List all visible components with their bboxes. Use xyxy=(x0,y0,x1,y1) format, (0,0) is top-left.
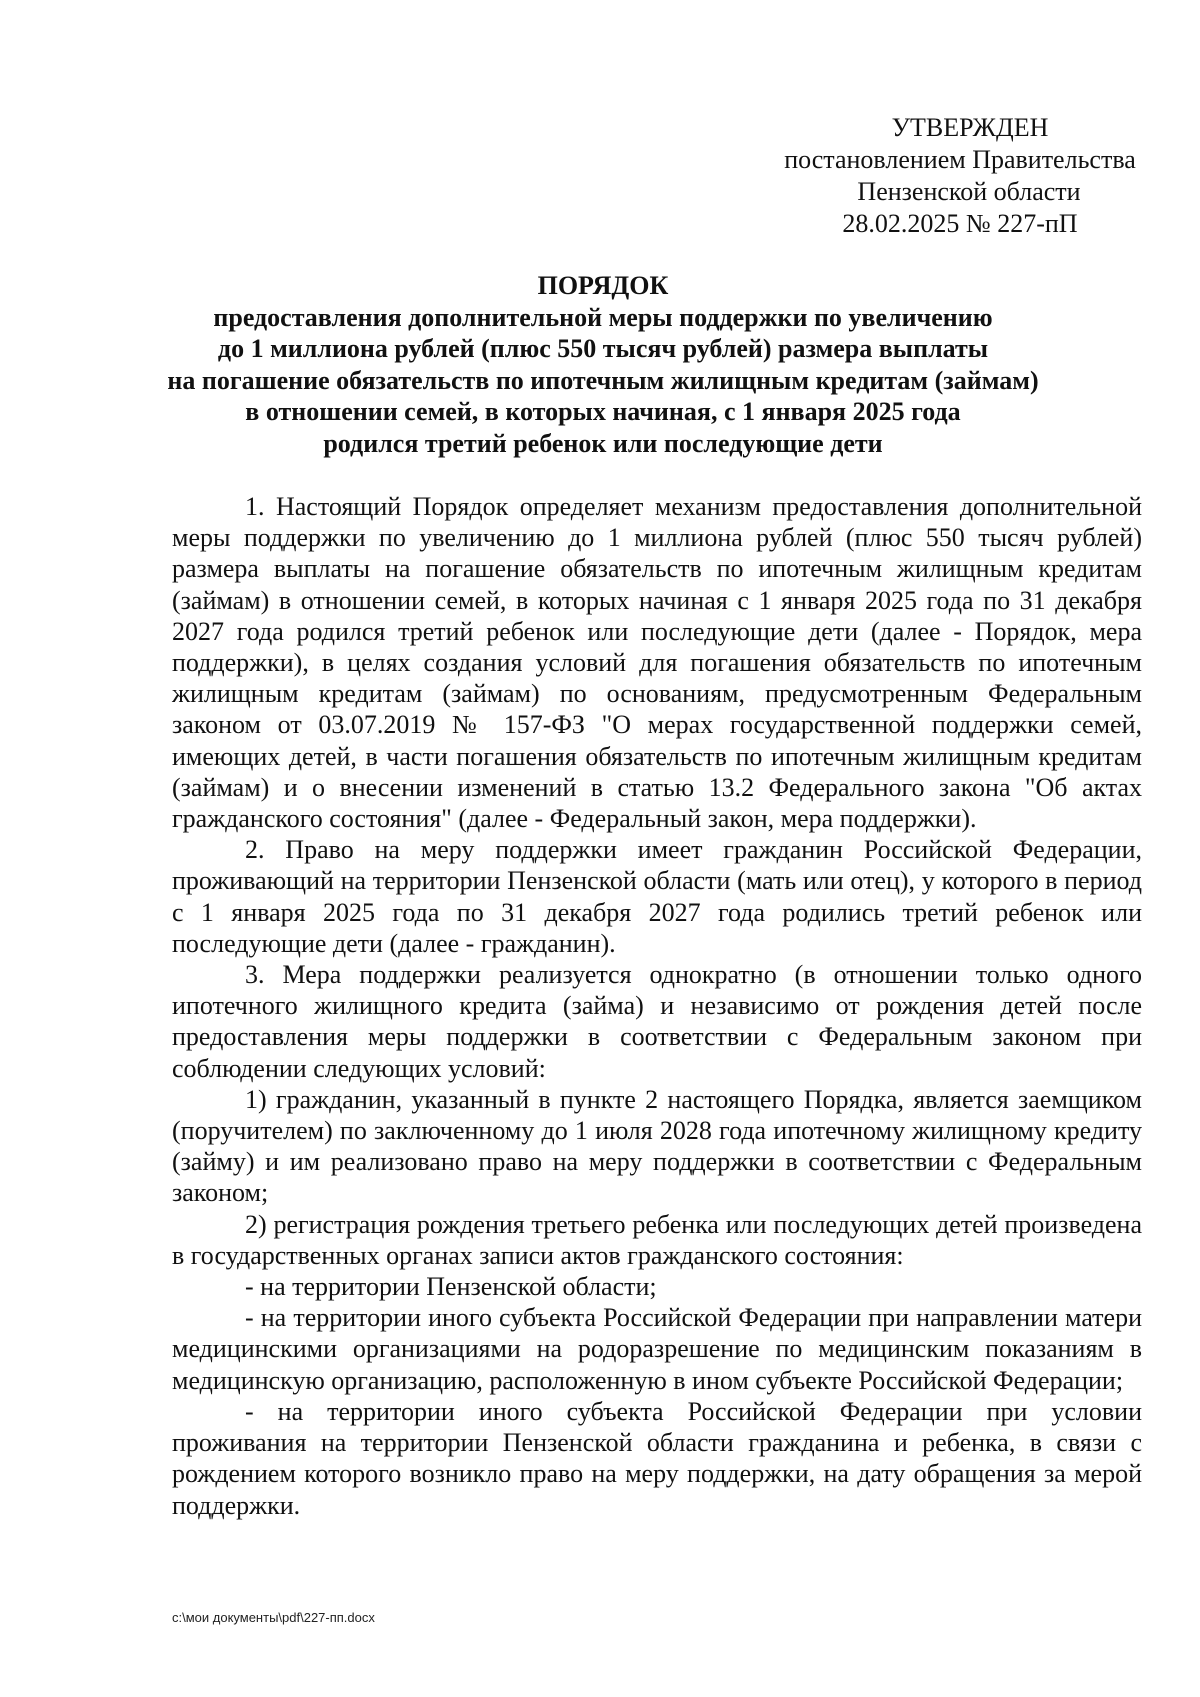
document-body xyxy=(172,491,1142,1521)
paragraph-3: 3. Мера поддержки реализуется однократно (в отношении только одного ипотечного жилищного кредита (займа) и независимо от рождения детей после предоставления меры поддержки в соответствии с Федеральным законом при соблюдении следующих условий: xyxy=(172,960,1142,1083)
heading-title: ПОРЯДОК xyxy=(537,271,669,300)
paragraph-3-item-2: 2) регистрация рождения третьего ребенка или последующих детей произведена в государственных органах записи актов гражданского состояния: xyxy=(172,1209,1142,1270)
paragraph-3-item-2-dash-3: - на территории иного субъекта Российской Федерации при условии проживания на территории Пензенской области гражданина и ребенка, в связи с рождением которого возникло право на меру поддержки, на дату обращения за мерой поддержки. xyxy=(172,1396,1142,1520)
document-heading xyxy=(150,270,1056,459)
heading-subtitle-line: родился третий ребенок или последующие дети xyxy=(323,428,883,458)
paragraph-1: 1. Настоящий Порядок определяет механизм предоставления дополнительной меры поддержки по увеличению до 1 миллиона рублей (плюс 550 тысяч рублей) размера выплаты на погашение обязательств по ипотечным жилищным кредитам (займам) в отношении семей, в которых начиная с 1 января 2025 года по 31 декабря 2027 года родился третий ребенок или последующие дети (далее - Порядок, мера поддержки), в целях создания условий для погашения обязательств по ипотечным жилищным кредитам (займам) по основаниям, предусмотренным Федеральным законом от 03.07.2019 № 157-ФЗ "О мерах государственной поддержки семей, имеющих детей, в части погашения обязательств по ипотечным жилищным кредитам (займам) и о внесении изменений в статью 13.2 Федерального закона "Об актах гражданского состояния" (далее - Федеральный закон, мера поддержки). xyxy=(172,492,1142,834)
paragraph-3-item-1: 1) гражданин, указанный в пункте 2 настоящего Порядка, является заемщиком (поручителем) по заключенному до 1 июля 2028 года ипотечному жилищному кредиту (займу) и им реализовано право на меру поддержки в соответствии с Федеральным законом; xyxy=(172,1084,1142,1208)
heading-subtitle-line: до 1 миллиона рублей (плюс 550 тысяч рублей) размера выплаты xyxy=(217,334,989,363)
paragraph-2: 2. Право на меру поддержки имеет гражданин Российской Федерации, проживающий на территории Пензенской области (мать или отец), у которого в период с 1 января 2025 года по 31 декабря 2027 года родились третий ребенок или последующие дети (далее - гражданин). xyxy=(172,835,1142,958)
footer-file-path: c:\мои документы\pdf\227-пп.docx xyxy=(172,1610,375,1625)
approval-block xyxy=(760,112,1160,240)
paragraph-3-item-2-dash-2: - на территории иного субъекта Российской Федерации при направлении матери медицинскими организациями на родоразрешение по медицинским показаниям в медицинскую организацию, расположенную в ином субъекте Российской Федерации; xyxy=(172,1303,1142,1395)
approval-title: УТВЕРЖДЕН xyxy=(891,113,1049,142)
heading-subtitle-line: на погашение обязательств по ипотечным жилищным кредитам (займам) xyxy=(167,365,1039,395)
heading-subtitle-line: предоставления дополнительной меры поддержки по увеличению xyxy=(213,302,993,332)
approval-line-region: Пензенской области xyxy=(857,177,1081,206)
approval-date-number: 28.02.2025 № 227-пП xyxy=(842,209,1078,238)
heading-subtitle-line: в отношении семей, в которых начиная, с 1 января 2025 года xyxy=(245,397,961,426)
paragraph-3-item-2-dash-1: - на территории Пензенской области; xyxy=(245,1272,657,1302)
approval-line-resolution: постановлением Правительства xyxy=(784,145,1136,174)
